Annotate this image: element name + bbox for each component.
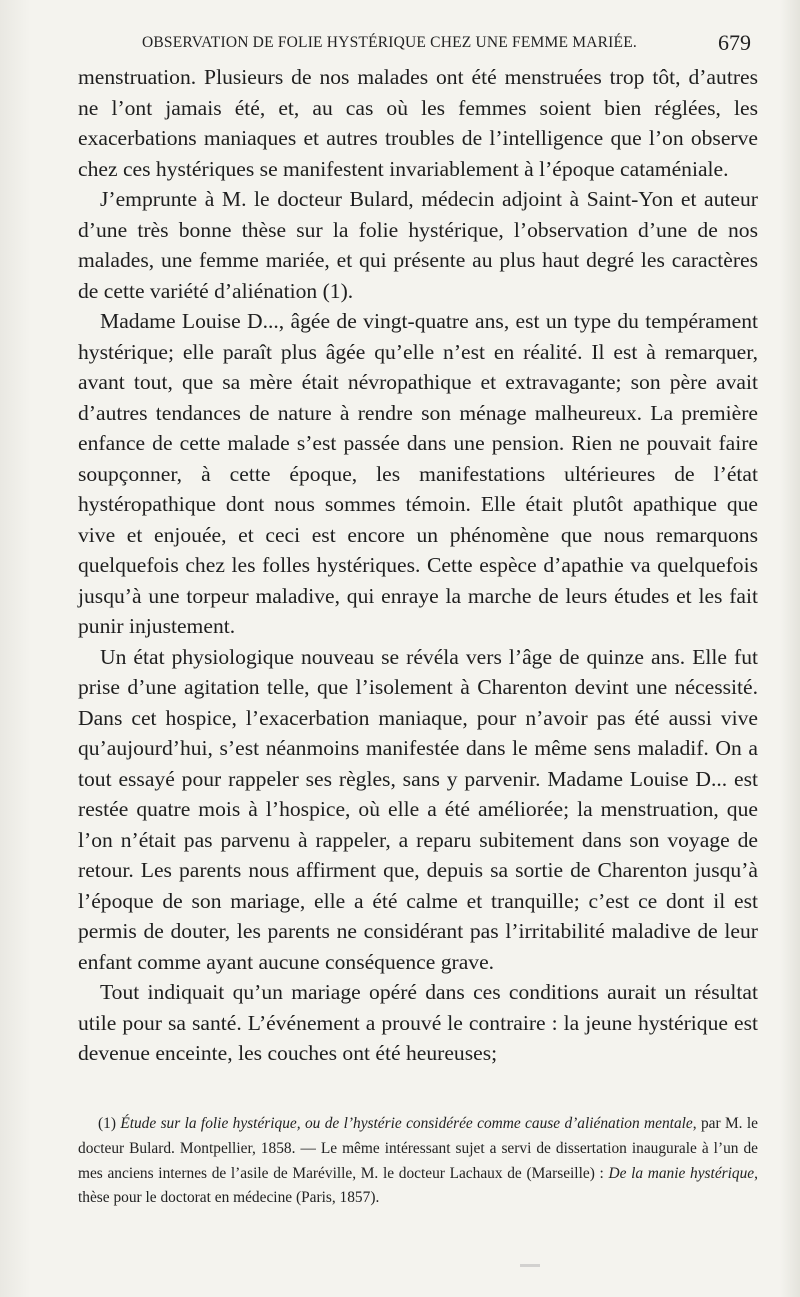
page-header: [0, 32, 800, 58]
running-title: OBSERVATION DE FOLIE HYSTÉRIQUE CHEZ UNE FEMME MARIÉE.: [142, 34, 637, 51]
footnote-marker: (1): [98, 1115, 116, 1132]
footnote: [78, 1112, 758, 1211]
print-smudge: [520, 1264, 540, 1267]
paragraph: menstruation. Plusieurs de nos malades ont été menstruées trop tôt, d’autres ne l’ont jamais été, et, au cas où les femmes soient bien réglées, les exacerbations maniaques et autres troubles de l’intelligence que l’on observe chez ces hystériques se manifestent invariablement à l’époque cataméniale.: [78, 65, 758, 181]
paragraph: Madame Louise D..., âgée de vingt-quatre ans, est un type du tempérament hystérique; elle paraît plus âgée qu’elle n’est en réalité. Il est à remarquer, avant tout, que sa mère était névropathique et extravagante; son père avait d’autres tendances de nature à rendre son ménage malheureux. La première enfance de cette malade s’est passée dans une pension. Rien ne pouvait faire soupçonner, à cette époque, les manifestations ultérieures de l’état hystéropathique dont nous sommes témoin. Elle était plutôt apathique que vive et enjouée, et ceci est encore un phénomène que nous remarquons quelquefois chez les folles hystériques. Cette espèce d’apathie va quelquefois jusqu’à une torpeur maladive, qui enraye la marche de leurs études et les fait punir injustement.: [78, 309, 758, 638]
footnote-text: [78, 1112, 758, 1211]
page-number: 679: [718, 30, 751, 55]
footnote-body: , par M. le docteur Bulard. Montpellier, 1858. — Le même intéressant sujet a servi de dissertation inaugurale à l’un de mes anciens internes de l’asile de Maréville, M. le docteur Lachaux de (Marseille) :: [78, 1115, 758, 1182]
paragraph: Tout indiquait qu’un mariage opéré dans ces conditions aurait un résultat utile pour sa santé. L’événement a prouvé le contraire : la jeune hystérique est devenue enceinte, les couches ont été heureuses;: [78, 980, 758, 1065]
footnote-cited-work: De la manie hystérique: [608, 1164, 755, 1182]
body-text: [78, 62, 758, 1069]
footnote-cited-title: Étude sur la folie hystérique, ou de l’hystérie considérée comme cause d’aliénation mentale: [120, 1115, 693, 1132]
paragraph: Un état physiologique nouveau se révéla vers l’âge de quinze ans. Elle fut prise d’une agitation telle, que l’isolement à Charenton devint une nécessité. Dans cet hospice, l’exacerbation maniaque, pour n’avoir pas été aussi vive qu’aujourd’hui, s’est néanmoins manifestée dans le même sens maladif. On a tout essayé pour rappeler ses règles, sans y parvenir. Madame Louise D... est restée quatre mois à l’hospice, où elle a été améliorée; la menstruation, que l’on n’était pas parvenu à rappeler, a reparu subitement dans son voyage de retour. Les parents nous affirment que, depuis sa sortie de Charenton jusqu’à l’époque de son mariage, elle a été calme et tranquille; c’est ce dont il est permis de douter, les parents ne considérant pas l’irritabilité maladive de leur enfant comme ayant aucune conséquence grave.: [78, 644, 758, 974]
footnote-end: , thèse pour le doctorat en médecine (Paris, 1857).: [78, 1164, 758, 1207]
paragraph: J’emprunte à M. le docteur Bulard, médecin adjoint à Saint-Yon et auteur d’une très bonne thèse sur la folie hystérique, l’observation d’une de nos malades, une femme mariée, et qui présente au plus haut degré les caractères de cette variété d’aliénation (1).: [78, 187, 758, 303]
